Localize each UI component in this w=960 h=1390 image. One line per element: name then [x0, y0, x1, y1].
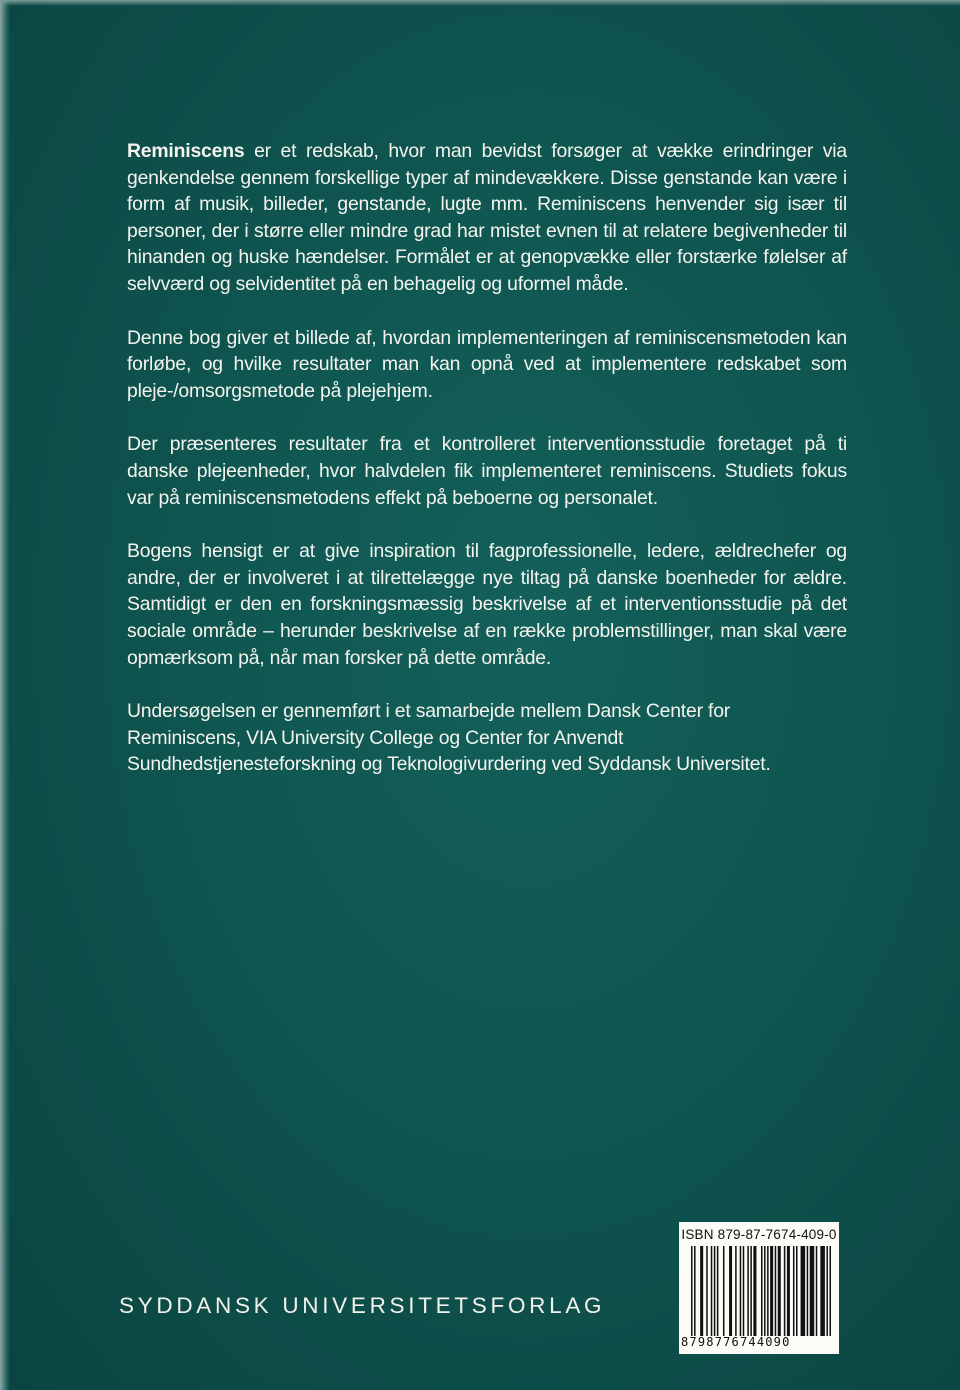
barcode-bar: [784, 1246, 786, 1336]
barcode-bar: [714, 1246, 716, 1336]
barcode-bar: [711, 1246, 713, 1336]
barcode-bar: [770, 1246, 773, 1336]
barcode-bar: [694, 1246, 696, 1336]
barcode-icon: [691, 1246, 831, 1336]
barcode-digits: 8798776744090: [681, 1335, 791, 1349]
barcode-bar: [706, 1246, 708, 1336]
barcode-label: [679, 1222, 839, 1354]
barcode-bar: [691, 1246, 693, 1336]
barcode-bar: [747, 1246, 749, 1336]
barcode-bar: [796, 1246, 798, 1336]
barcode-bar: [735, 1246, 737, 1336]
barcode-bar: [767, 1246, 769, 1336]
barcode-bar: [793, 1246, 795, 1336]
barcode-bar: [820, 1246, 825, 1336]
barcode-bar: [826, 1246, 828, 1336]
blurb-paragraph-2: Denne bog giver et billede af, hvordan implementeringen af reminiscensmetoden kan forløbe, og hvilke resultater man kan opnå ved at implementere redskabet som pleje-/omsorgsmetode på plejehjem.: [127, 326, 847, 402]
blurb-paragraph-5: Undersøgelsen er gennemført i et samarbejde mellem Dansk Center for Reminiscens, VIA University College og Center for Anvendt Sundhedstjenesteforskning og Teknologivurdering ved Syddansk Universitet.: [127, 700, 771, 776]
barcode-bar: [740, 1246, 742, 1336]
barcode-bar: [778, 1246, 781, 1336]
barcode-bar: [810, 1246, 815, 1336]
blurb-text: [127, 138, 847, 805]
blurb-paragraph-3: Der præsenteres resultater fra et kontrolleret interventionsstudie foretaget på ti danske plejeenheder, hvor halvdelen fik implementeret reminiscens. Studiets fokus var på reminiscensmetodens effekt på beboerne og personalet.: [127, 433, 847, 509]
barcode-bar: [723, 1246, 725, 1336]
cover-edge-top: [0, 0, 960, 6]
barcode-bar: [753, 1246, 756, 1336]
barcode-bar: [750, 1246, 752, 1336]
barcode-bar: [729, 1246, 732, 1336]
barcode-bar: [717, 1246, 719, 1336]
blurb-paragraph-4: Bogens hensigt er at give inspiration til fagprofessionelle, ledere, ældrechefer og andre, der er involveret i at tilrettelægge nye tiltag på danske boenheder for ældre. Samtidigt er den en forskningsmæssig beskrivelse af et interventionsstudie på det sociale område – herunder beskrivelse af en række problemstillinger, man skal være opmærksom på, når man forsker på dette område.: [127, 540, 847, 669]
barcode-bar: [787, 1246, 790, 1336]
barcode-bar: [829, 1246, 831, 1336]
barcode-bar: [801, 1246, 806, 1336]
barcode-bar: [764, 1246, 766, 1336]
blurb-paragraph-1-text: er et redskab, hvor man bevidst forsøger at vække erindringer via genkendelse gennem forskellige typer af mindevækkere. Disse genstande kan være i form af musik, billeder, genstande, lugte mm. Reminiscens henvender sig især til personer, der i større eller mindre grad har mistet evnen til at relatere begivenheder til hinanden og huske hændelser. Formålet er at genopvække eller forstærke følelser af selvværd og selvidentitet på en behagelig og uformel måde.: [127, 140, 847, 295]
barcode-bar: [816, 1246, 818, 1336]
cover-edge-left: [0, 0, 10, 1390]
barcode-bar: [743, 1246, 745, 1336]
blurb-lead-word: Reminiscens: [127, 140, 245, 162]
isbn-number: ISBN 879-87-7674-409-0: [681, 1227, 837, 1242]
publisher-name: SYDDANSK UNIVERSITETSFORLAG: [119, 1293, 606, 1318]
barcode-bar: [807, 1246, 809, 1336]
blurb-paragraph-1: [127, 138, 847, 298]
barcode-bar: [775, 1246, 777, 1336]
barcode-bar: [761, 1246, 763, 1336]
barcode-bar: [700, 1246, 703, 1336]
